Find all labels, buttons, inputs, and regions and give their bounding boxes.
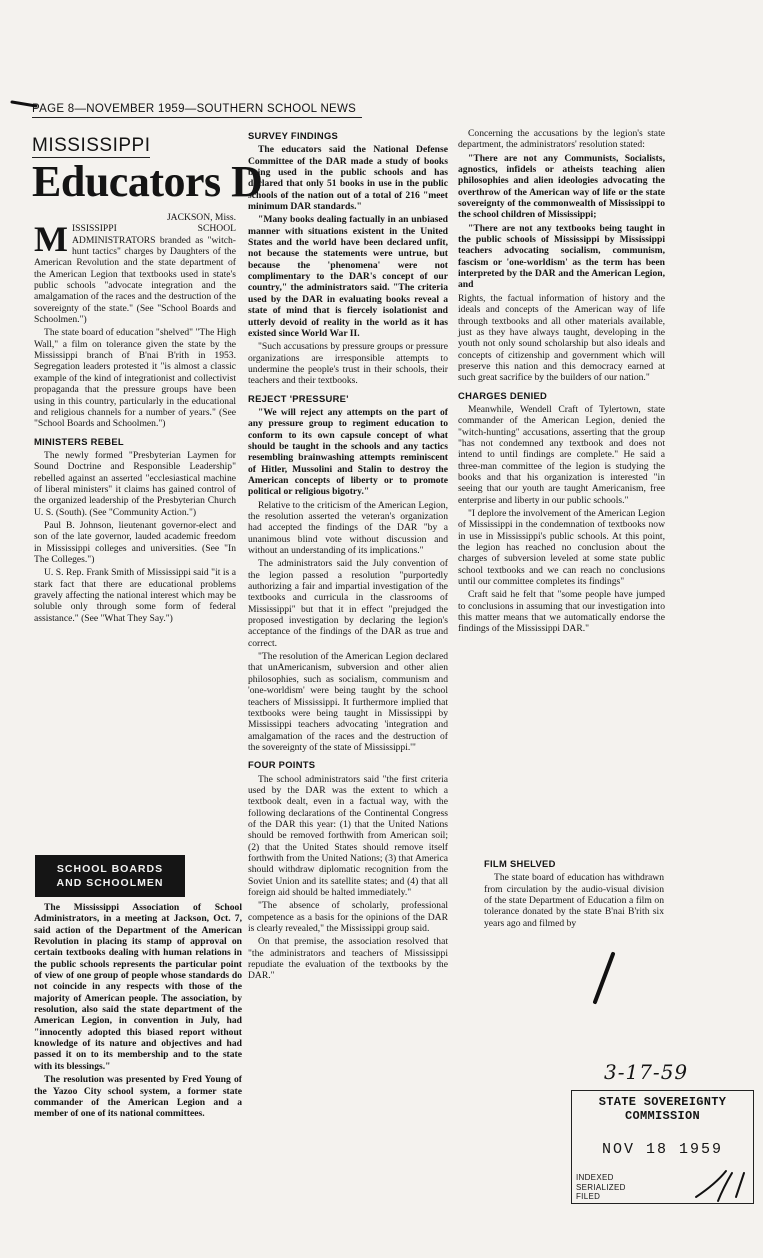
handwritten-slash-mark bbox=[585, 950, 625, 1010]
stamp-signature bbox=[692, 1167, 752, 1203]
subhead-survey-findings: SURVEY FINDINGS bbox=[248, 130, 339, 141]
subhead-charges-denied: CHARGES DENIED bbox=[458, 389, 548, 401]
paragraph: "We will reject any attempts on the part of any pressure group to regiment education to conform to its own capsule concept of what should be taught in the schools and any tactics resembling brainwashing attempts reminiscent of Hitler, Mussolini and Stalin to destroy the American concepts of liberty or to promote political or religious bigotry." bbox=[248, 406, 448, 498]
school-boards-banner bbox=[35, 855, 185, 897]
lead-paragraph bbox=[34, 219, 236, 326]
paragraph: Relative to the criticism of the American Legion, the resolution asserted the veteran's organization had accepted the findings of the DAR "by a unanimous blind vote without discussion and without an understanding of its implications." bbox=[248, 499, 448, 557]
paragraph: Craft said he felt that "some people have jumped to conclusions in assuming that our investigation into this matter means that we automatically endorse the findings of the Mississippi DAR." bbox=[458, 589, 665, 635]
pencil-mark bbox=[10, 98, 40, 110]
section-label: MISSISSIPPI bbox=[32, 135, 151, 156]
paragraph: Meanwhile, Wendell Craft of Tylertown, state commander of the American Legion, denied the "witch-hunting" accusations, asserting that the group "has not condemned any textbook and does not intend to until findings are complete." He said a three-man committee of the legion is studying the books and that his organization is interested "in seeing that our youth are taught Americanism, free enterprise and liberty in our public schools." bbox=[458, 403, 665, 506]
paragraph: "The absence of scholarly, professional competence as a basis for the opinions of the DAR is clearly revealed," the Mississippi group said. bbox=[248, 900, 448, 935]
paragraph: Concerning the accusations by the legion's state department, the administrators' resolution stated: bbox=[458, 128, 665, 151]
handwritten-date: 3-17-59 bbox=[604, 1060, 689, 1084]
paragraph: "Many books dealing factually in an unbiased manner with situations existent in the United States and the world have been declared unfit, not because the statements were untrue, but because the 'phenomena' were not complimentary to the DAR's concept of our country," the administrators said. "The criteria used by the DAR in evaluating books reveal a state of mind that is fiercely isolationist and utterly devoid of reality in the world as it has existed since World War II. bbox=[248, 214, 448, 339]
commission-stamp bbox=[571, 1090, 754, 1204]
dateline: JACKSON, Miss. bbox=[166, 212, 236, 223]
paragraph: The administrators said the July convention of the legion passed a resolution "purportedly authorizing a fair and impartial investigation of the textbooks and curricula in the classrooms of Mississippi" but that it in effect "prejudged the proposed investigation by declaring the legion's acceptance of the findings of the DAR as true and correct. bbox=[248, 558, 448, 649]
column-2 bbox=[248, 130, 448, 1180]
subhead-film-shelved: FILM SHELVED bbox=[484, 858, 556, 869]
stamp-filed: FILED bbox=[576, 1192, 601, 1201]
headline: Educators D bbox=[32, 157, 263, 206]
paragraph: The newly formed "Presbyterian Laymen for Sound Doctrine and Responsible Leadership" rebelled against an asserted "ecclesiastical machine of liberal ministers" it claims has gained control of the organized leadership of the Presbyterian Church U. S. (South). (See "Community Action.") bbox=[34, 449, 236, 518]
paragraph: U. S. Rep. Frank Smith of Mississippi said "it is a stark fact that there are educational problems gravely affecting the national interest which may be soluble only through some form of federal assistance." (See "What They Say.") bbox=[34, 567, 236, 624]
paragraph: Paul B. Johnson, lieutenant governor-elect and son of the late governor, lauded academic freedom in Mississippi colleges and universities. (See "In The Colleges.") bbox=[34, 519, 236, 565]
column-3 bbox=[458, 128, 665, 635]
paragraph: "The resolution of the American Legion declared that unAmericanism, subversion and other alien philosophies, such as socialism, communism and 'one-worldism' were being taught by the school teachers of Mississippi. It furthermore implied that textbooks were being taught in Mississippi by Mississippi teachers advocating 'integration and amalgamation of the races and the destruction of the sovereignty of the state of Mississippi.'" bbox=[248, 651, 448, 753]
paragraph: The educators said the National Defense Committee of the DAR made a study of books being used in the public schools and has declared that only 51 books in use in the public schools of the nation out of a total of 216 "meet minimum DAR standards." bbox=[248, 144, 448, 213]
stamp-date: NOV 18 1959 bbox=[601, 1141, 724, 1158]
subhead-ministers-rebel: MINISTERS REBEL bbox=[34, 435, 124, 447]
stamp-title: STATE SOVEREIGNTY COMMISSION bbox=[598, 1095, 727, 1123]
paragraph: "There are not any textbooks being taught in the public schools of Mississippi by Mississippi teachers advocating socialism, communism, fascism or 'one-worldism' as the term has been interpreted by the DAR and the American Legion, and bbox=[458, 222, 665, 291]
subhead-reject-pressure: REJECT 'PRESSURE' bbox=[248, 392, 349, 404]
stamp-serialized: SERIALIZED bbox=[576, 1183, 626, 1192]
drop-cap: M bbox=[34, 219, 68, 260]
paragraph: The state board of education has withdrawn from circulation by the audio-visual division of the state Department of Education a film on tolerance donated by the state B'nai B'rith six years ago and filmed by bbox=[484, 872, 664, 929]
column-3-lower bbox=[484, 858, 664, 968]
paragraph: "I deplore the involvement of the American Legion of Mississippi in the condemnation of textbooks now in use in Mississippi's public schools. At this point, the legion has reached no conclusion about the charges of subversion leveled at some state public school textbooks and we can reach no conclusions until our committee completes its findings" bbox=[458, 508, 665, 588]
column-1 bbox=[34, 212, 236, 852]
paragraph: On that premise, the association resolved that "the administrators and teachers of Mississippi repudiate the evaluation of the textbooks by the DAR." bbox=[248, 936, 448, 982]
stamp-indexed: INDEXED bbox=[576, 1173, 614, 1182]
subhead-four-points: FOUR POINTS bbox=[248, 759, 316, 771]
paragraph: The state board of education "shelved" "The High Wall," a film on tolerance given the state by the Mississippi branch of B'nai B'rith in 1953. Segregation leaders protested it "is almost a classic example of the kind of integrationist and collectivist propaganda that the pressure groups have been using in this country, particularly in the educational and religious channels for a number of years." (See "School Boards and Schoolmen.") bbox=[34, 327, 236, 430]
paragraph: "There are not any Communists, Socialists, agnostics, infidels or atheists teaching alien philosophies and alien ideologies advocating the overthrow of the American way of life or the state sovereignty of the commonwealth of Mississippi to the school children of Mississippi; bbox=[458, 152, 665, 221]
page-header-line: PAGE 8—NOVEMBER 1959—SOUTHERN SCHOOL NEWS bbox=[32, 103, 362, 118]
column-1-lower bbox=[34, 902, 242, 1202]
paragraph: "Such accusations by pressure groups or pressure organizations are irresponsible attempts to undermine the people's trust in their schools, their teachers and their textbooks. bbox=[248, 341, 448, 387]
paragraph: The school administrators said "the first criteria used by the DAR was the extent to which a textbook dealt, even in a factual way, with the following declarations of the Continental Congress of the DAR this year: (1) that the United Nations should be removed forthwith from American soil; (2) that the United States should remove itself forthwith from the United Nations; (3) that America should withdraw diplomatic recognition from the Soviet Union and its satellite states; and (4) that all foreign aid should be halted immediately." bbox=[248, 773, 448, 898]
paragraph: The Mississippi Association of School Administrators, in a meeting at Jackson, Oct. 7, said action of the Department of the American Revolution in placing its stamp of approval on certain textbooks dealing with human relations in the public schools represents the particular point of view of one group of people whose standards do not coincide in any respects with those of the majority of American people. The association, by resolution, also said the state department of the American Legion, in convention in July, had "innocently adopted this biased report without knowledge of its nature and objectives and had passed it on to its membership and to the state with its blessings." bbox=[34, 902, 242, 1072]
lead-text: ISSISSIPPI SCHOOL ADMINISTRATORS branded as "witch-hunt tactics" charges by Daughters of the American Revolution and the state department of the American Legion that textbooks used in state's public schools "advocate integration and the amalgamation of the races and the destruction of the sovereignty of the state." (See "School Boards and Schoolmen.") bbox=[34, 223, 236, 326]
banner-line-1: SCHOOL BOARDS bbox=[56, 863, 164, 875]
paragraph: Rights, the factual information of history and the ideals and concepts of the American way of life through textbooks and all other materials available, just as they have always taught, developing in the youth not only sound scholarship but also ideals and concepts of citizenship and government which will preserve this nation and this democracy earned at such great sacrifice by the builders of our nation." bbox=[458, 292, 665, 384]
banner-line-2: AND SCHOOLMEN bbox=[56, 877, 164, 889]
paragraph: The resolution was presented by Fred Young of the Yazoo City school system, a former state commander of the American Legion and a member of one of its national committees. bbox=[34, 1074, 242, 1120]
